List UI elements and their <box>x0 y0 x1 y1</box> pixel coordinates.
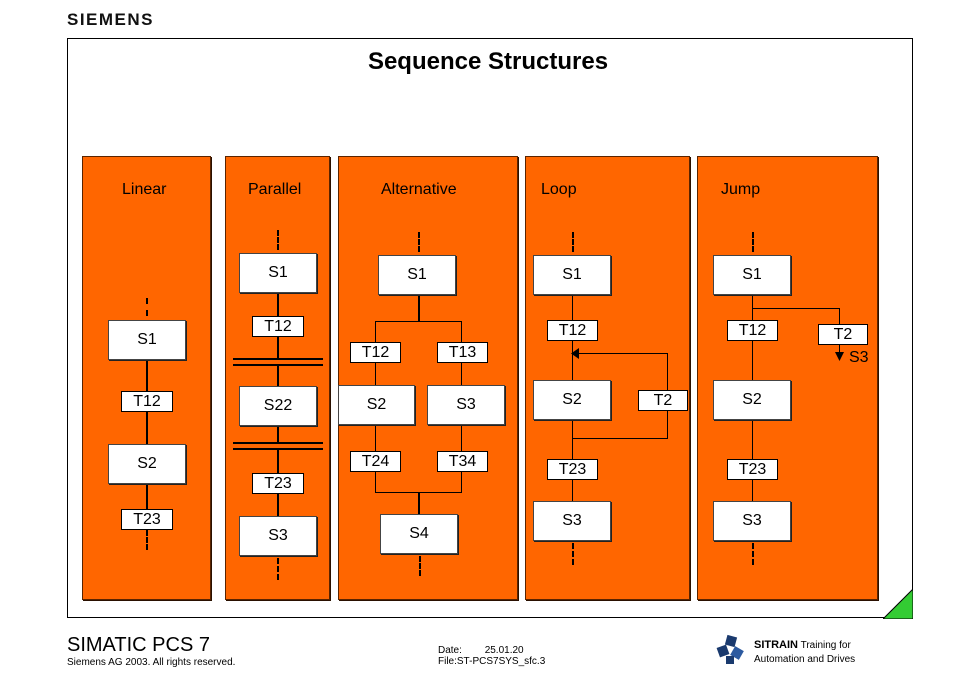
connector-dashed <box>572 232 574 252</box>
file-name: File:ST-PCS7SYS_sfc.3 <box>438 656 546 667</box>
transition-box[interactable]: T34 <box>437 451 488 472</box>
transition-box[interactable]: T23 <box>727 459 778 480</box>
step-box[interactable]: S2 <box>338 385 415 425</box>
step-box[interactable]: S2 <box>713 380 791 420</box>
connector <box>146 411 148 445</box>
connector <box>375 425 376 452</box>
panel-label-alternative: Alternative <box>381 181 457 198</box>
sitrain-tagline2: Automation and Drives <box>754 654 856 665</box>
product-name: SIMATIC PCS 7 <box>67 634 210 656</box>
corner-triangle-icon <box>883 589 913 619</box>
connector <box>277 426 279 442</box>
step-box[interactable]: S1 <box>713 255 791 295</box>
connector <box>277 450 279 474</box>
transition-box[interactable]: T23 <box>252 473 304 494</box>
connector <box>752 420 753 459</box>
connector-dashed <box>572 543 574 565</box>
connector-dashed <box>146 298 148 316</box>
parallel-branch-line <box>233 442 323 444</box>
step-box[interactable]: S3 <box>533 501 611 541</box>
jump-arrow-icon <box>835 352 844 361</box>
page-title: Sequence Structures <box>367 48 609 75</box>
connector <box>146 484 148 510</box>
connector <box>146 360 148 394</box>
connector-dashed <box>418 232 420 252</box>
connector <box>461 425 462 452</box>
connector <box>572 295 573 321</box>
connector <box>277 336 279 358</box>
sitrain-brand: SITRAIN <box>754 639 798 651</box>
sitrain-tagline: Training for <box>800 640 851 651</box>
connector <box>572 420 573 460</box>
transition-box[interactable]: T13 <box>437 342 488 363</box>
step-box[interactable]: S2 <box>533 380 611 420</box>
step-box[interactable]: S3 <box>427 385 505 425</box>
connector <box>277 494 279 516</box>
transition-box[interactable]: T12 <box>252 316 304 337</box>
transition-box[interactable]: T23 <box>547 459 598 480</box>
connector-dashed <box>277 558 279 580</box>
step-box[interactable]: S1 <box>108 320 186 360</box>
transition-box[interactable]: T12 <box>350 342 401 363</box>
transition-box[interactable]: T12 <box>121 391 173 412</box>
connector <box>839 308 840 324</box>
connector <box>277 293 279 318</box>
transition-box[interactable]: T2 <box>638 390 688 411</box>
transition-box[interactable]: T2 <box>818 324 868 345</box>
transition-box[interactable]: T12 <box>727 320 778 341</box>
transition-box[interactable]: T24 <box>350 451 401 472</box>
step-box[interactable]: S1 <box>239 253 317 293</box>
step-box[interactable]: S1 <box>533 255 611 295</box>
connector <box>572 480 573 501</box>
panel-label-linear: Linear <box>122 181 167 198</box>
connector <box>572 341 573 380</box>
connector <box>375 321 376 343</box>
panel-label-jump: Jump <box>721 181 761 198</box>
connector <box>461 472 462 492</box>
loop-return-line <box>578 353 668 354</box>
date-row <box>438 645 524 656</box>
connector <box>461 321 462 343</box>
connector <box>418 295 420 321</box>
panel-label-loop: Loop <box>541 181 577 198</box>
siemens-logo: SIEMENS <box>67 10 155 29</box>
step-box[interactable]: S1 <box>378 255 456 295</box>
connector <box>752 480 753 501</box>
step-box[interactable]: S3 <box>713 501 791 541</box>
connector <box>375 363 376 385</box>
date-label: Date: <box>438 645 462 656</box>
jump-branch-line <box>752 308 840 309</box>
copyright: Siemens AG 2003. All rights reserved. <box>67 657 236 668</box>
panel-label-parallel: Parallel <box>248 181 302 198</box>
step-box[interactable]: S3 <box>239 516 317 556</box>
connector <box>461 363 462 385</box>
sitrain-text <box>754 638 855 667</box>
connector <box>277 366 279 386</box>
step-box[interactable]: S4 <box>380 514 458 554</box>
jump-target-label: S3 <box>849 349 869 366</box>
parallel-branch-line <box>233 358 323 360</box>
loop-return-line <box>572 438 668 439</box>
connector-dashed <box>752 232 754 252</box>
connector-dashed <box>146 530 148 550</box>
step-box[interactable]: S22 <box>239 386 317 426</box>
loop-arrow-icon <box>571 348 580 359</box>
date-value: 25.01.20 <box>484 645 524 656</box>
transition-box[interactable]: T23 <box>121 509 173 530</box>
connector-dashed <box>752 543 754 565</box>
step-box[interactable]: S2 <box>108 444 186 484</box>
connector-dashed <box>419 556 421 576</box>
connector <box>752 341 753 380</box>
connector-dashed <box>277 230 279 250</box>
alternative-branch-line <box>375 321 462 322</box>
connector <box>375 472 376 492</box>
transition-box[interactable]: T12 <box>547 320 598 341</box>
connector <box>418 492 420 514</box>
sitrain-logo-icon <box>716 634 748 666</box>
